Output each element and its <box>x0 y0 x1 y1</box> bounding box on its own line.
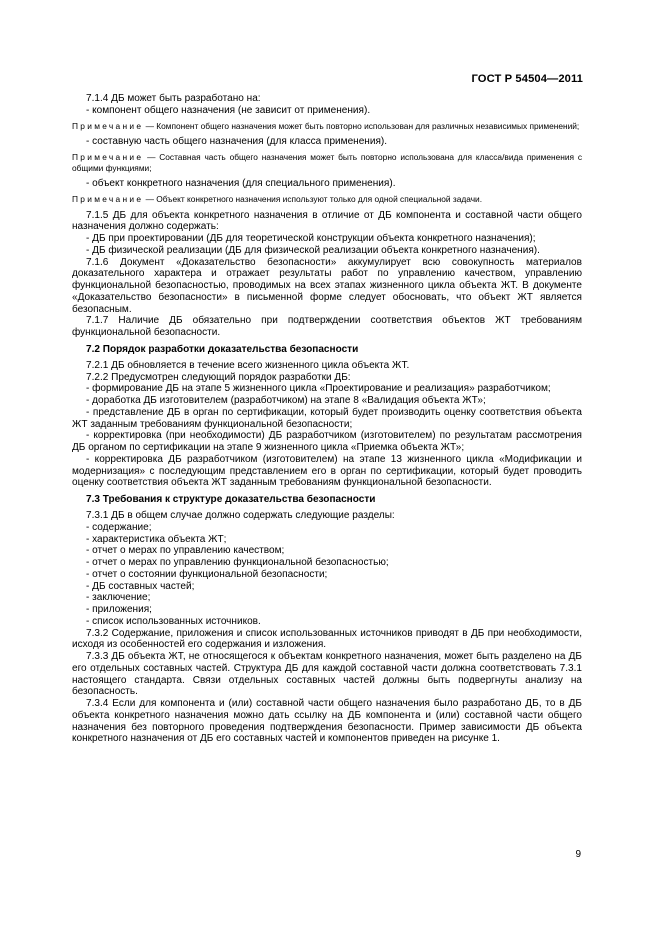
note-paragraph <box>72 194 582 205</box>
body-paragraph: - формирование ДБ на этапе 5 жизненного цикла «Проектирование и реализация» разработчиком; <box>86 383 551 395</box>
body-paragraph: 7.3.1 ДБ в общем случае должно содержать следующие разделы: <box>86 510 395 522</box>
body-paragraph: 7.1.4 ДБ может быть разработано на: <box>86 93 261 104</box>
body-paragraph: 7.1.5 ДБ для объекта конкретного назначения в отличие от ДБ компонента и составной части общего назначения должно содержать: <box>72 209 582 233</box>
body-paragraph: - ДБ при проектировании (ДБ для теоретической конструкции объекта конкретного назначения); <box>86 233 536 245</box>
body-paragraph: - список использованных источников. <box>86 615 261 627</box>
body-paragraph: - заключение; <box>86 592 151 604</box>
body-paragraph: 7.3.3 ДБ объекта ЖТ, не относящегося к объектам конкретного назначения, может быть разделено на ДБ его отдельных составных частей. Структура ДБ для каждой составной части должна соответствовать 7.3.1 настоящего стандарта. Связи отдельных составных частей должны быть подвергнуты анализу на безопасность. <box>72 651 582 698</box>
section-heading: 7.3 Требования к структуре доказательства безопасности <box>86 494 376 506</box>
body-paragraph: 7.3.4 Если для компонента и (или) составной части общего назначения было разработано ДБ, то в ДБ объекта конкретного назначения можно дать ссылку на ДБ компонента и (или) составной части общего назначения без повторного проведения подтверждения безопасности. Пример зависимости ДБ объекта конкретного назначения от ДБ его составных частей и компонентов приведен на рисунке 1. <box>72 698 582 745</box>
note-paragraph <box>72 152 582 175</box>
section-heading: 7.2 Порядок разработки доказательства безопасности <box>86 343 359 355</box>
document-header: ГОСТ Р 54504—2011 <box>471 73 583 85</box>
body-paragraph: 7.2.1 ДБ обновляется в течение всего жизненного цикла объекта ЖТ. <box>86 359 410 371</box>
body-paragraph: 7.2.2 Предусмотрен следующий порядок разработки ДБ: <box>86 371 351 383</box>
note-paragraph <box>72 121 582 132</box>
body-paragraph: - объект конкретного назначения (для специального применения). <box>86 178 396 190</box>
body-paragraph: - корректировка ДБ разработчиком (изготовителем) на этапе 13 жизненного цикла «Модификации и модернизация» с последующим представлением его в орган по сертификации, который будет проводить оценку соответствия объекта ЖТ заданным требованиям функциональной безопасности. <box>72 453 582 489</box>
body-paragraph: 7.3.2 Содержание, приложения и список использованных источников приводят в ДБ при необходимости, исходя из особенностей его содержания и изложения. <box>72 627 582 651</box>
body-paragraph: - отчет о состоянии функциональной безопасности; <box>86 568 328 580</box>
body-paragraph: - компонент общего назначения (не зависит от применения). <box>86 104 371 116</box>
body-paragraph: - представление ДБ в орган по сертификации, который будет производить оценку соответствия объекта ЖТ заданным требованиям функциональной безопасности; <box>72 406 582 430</box>
body-paragraph: - содержание; <box>86 521 152 533</box>
page-number: 9 <box>575 849 581 860</box>
body-paragraph: - составную часть общего назначения (для класса применения). <box>86 135 388 147</box>
body-paragraph: - доработка ДБ изготовителем (разработчиком) на этапе 8 «Валидация объекта ЖТ»; <box>86 395 486 407</box>
note-label: Примечание <box>72 151 144 162</box>
body-paragraph: - отчет о мерах по управлению качеством; <box>86 545 285 557</box>
document-body <box>72 93 582 745</box>
body-paragraph: - характеристика объекта ЖТ; <box>86 533 227 545</box>
body-paragraph: - приложения; <box>86 604 152 616</box>
body-paragraph: - корректировка (при необходимости) ДБ разработчиком (изготовителем) по результатам рассмотрения ДБ органом по сертификации на этапе 9 жизненного цикла «Приемка объекта ЖТ»; <box>72 430 582 454</box>
note-text: — Составная часть общего назначения может быть повторно использована для класса/вида применения с общими функциями; <box>72 151 582 174</box>
note-label: Примечание <box>72 120 144 131</box>
note-label: Примечание <box>72 194 144 205</box>
body-paragraph: 7.1.7 Наличие ДБ обязательно при подтверждении соответствия объектов ЖТ требованиям функциональной безопасности. <box>72 315 582 339</box>
note-text: — Компонент общего назначения может быть повторно использован для различных независимых применений; <box>143 120 580 131</box>
body-paragraph: - отчет о мерах по управлению функциональной безопасностью; <box>86 557 389 569</box>
body-paragraph: 7.1.6 Документ «Доказательство безопасности» аккумулирует всю совокупность материалов доказательного характера и отражает результаты работ по управлению качеством, управлению функциональной безопасностью, проводимых на всех этапах жизненного цикла объекта ЖТ. В документе «Доказательство безопасности» в письменной форме следует обосновать, что объект ЖТ является безопасным. <box>72 256 582 315</box>
note-text: — Объект конкретного назначения используют только для одной специальной задачи. <box>143 194 483 205</box>
body-paragraph: - ДБ составных частей; <box>86 580 195 592</box>
body-paragraph: - ДБ физической реализации (ДБ для физической реализации объекта конкретного назначения). <box>86 244 540 256</box>
